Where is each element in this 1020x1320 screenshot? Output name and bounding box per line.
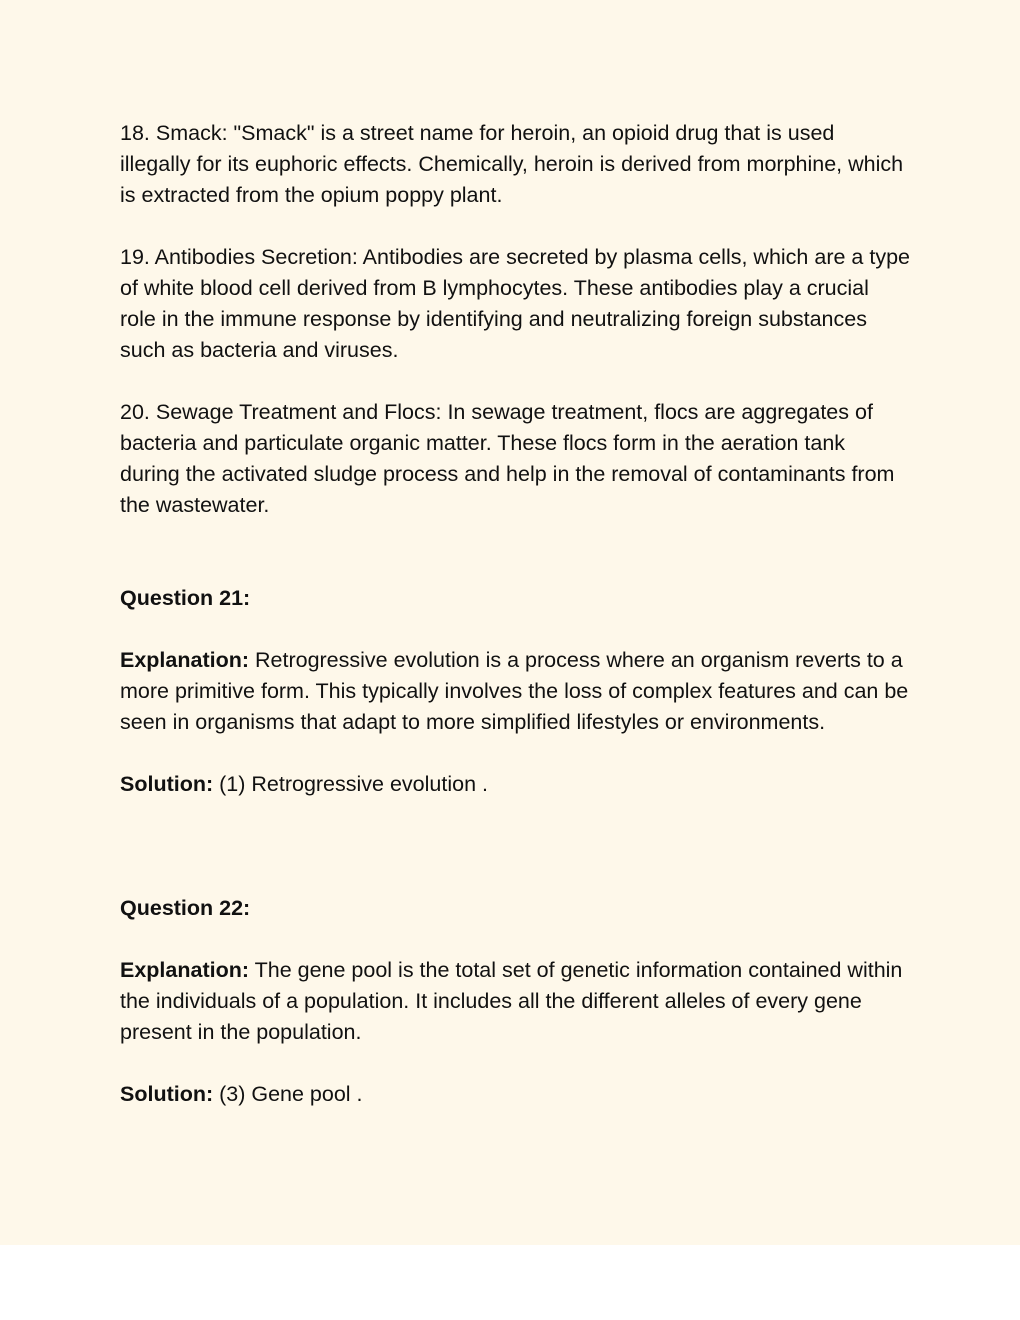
solution-text: (3) Gene pool . <box>213 1082 363 1106</box>
solution-label: Solution: <box>120 772 214 796</box>
solution-text: (1) Retrogressive evolution . <box>213 772 488 796</box>
question-21-explanation <box>120 645 910 738</box>
question-21-heading: Question 21: <box>120 586 251 610</box>
solution-label: Solution: <box>120 1082 214 1106</box>
question-22-heading: Question 22: <box>120 896 251 920</box>
question-22-explanation <box>120 955 910 1048</box>
page-content <box>120 118 910 1110</box>
explanation-label: Explanation: <box>120 648 250 672</box>
explanation-text: The gene pool is the total set of genetic information contained within the individuals of a population. It includes all the different alleles of every gene present in the population. <box>120 958 903 1044</box>
item-19: 19. Antibodies Secretion: Antibodies are secreted by plasma cells, which are a type of white blood cell derived from B lymphocytes. These antibodies play a crucial role in the immune response by identifying and neutralizing foreign substances such as bacteria and viruses. <box>120 245 910 362</box>
explanation-text: Retrogressive evolution is a process where an organism reverts to a more primitive form. This typically involves the loss of complex features and can be seen in organisms that adapt to more simplified lifestyles or environments. <box>120 648 909 734</box>
question-22-solution <box>120 1079 910 1110</box>
explanation-label: Explanation: <box>120 958 250 982</box>
item-20: 20. Sewage Treatment and Flocs: In sewage treatment, flocs are aggregates of bacteria and particulate organic matter. These flocs form in the aeration tank during the activated sludge process and help in the removal of contaminants from the wastewater. <box>120 400 895 517</box>
question-21-solution <box>120 769 910 800</box>
item-18: 18. Smack: "Smack" is a street name for heroin, an opioid drug that is used illegally for its euphoric effects. Chemically, heroin is derived from morphine, which is extracted from the opium poppy plant. <box>120 121 904 207</box>
